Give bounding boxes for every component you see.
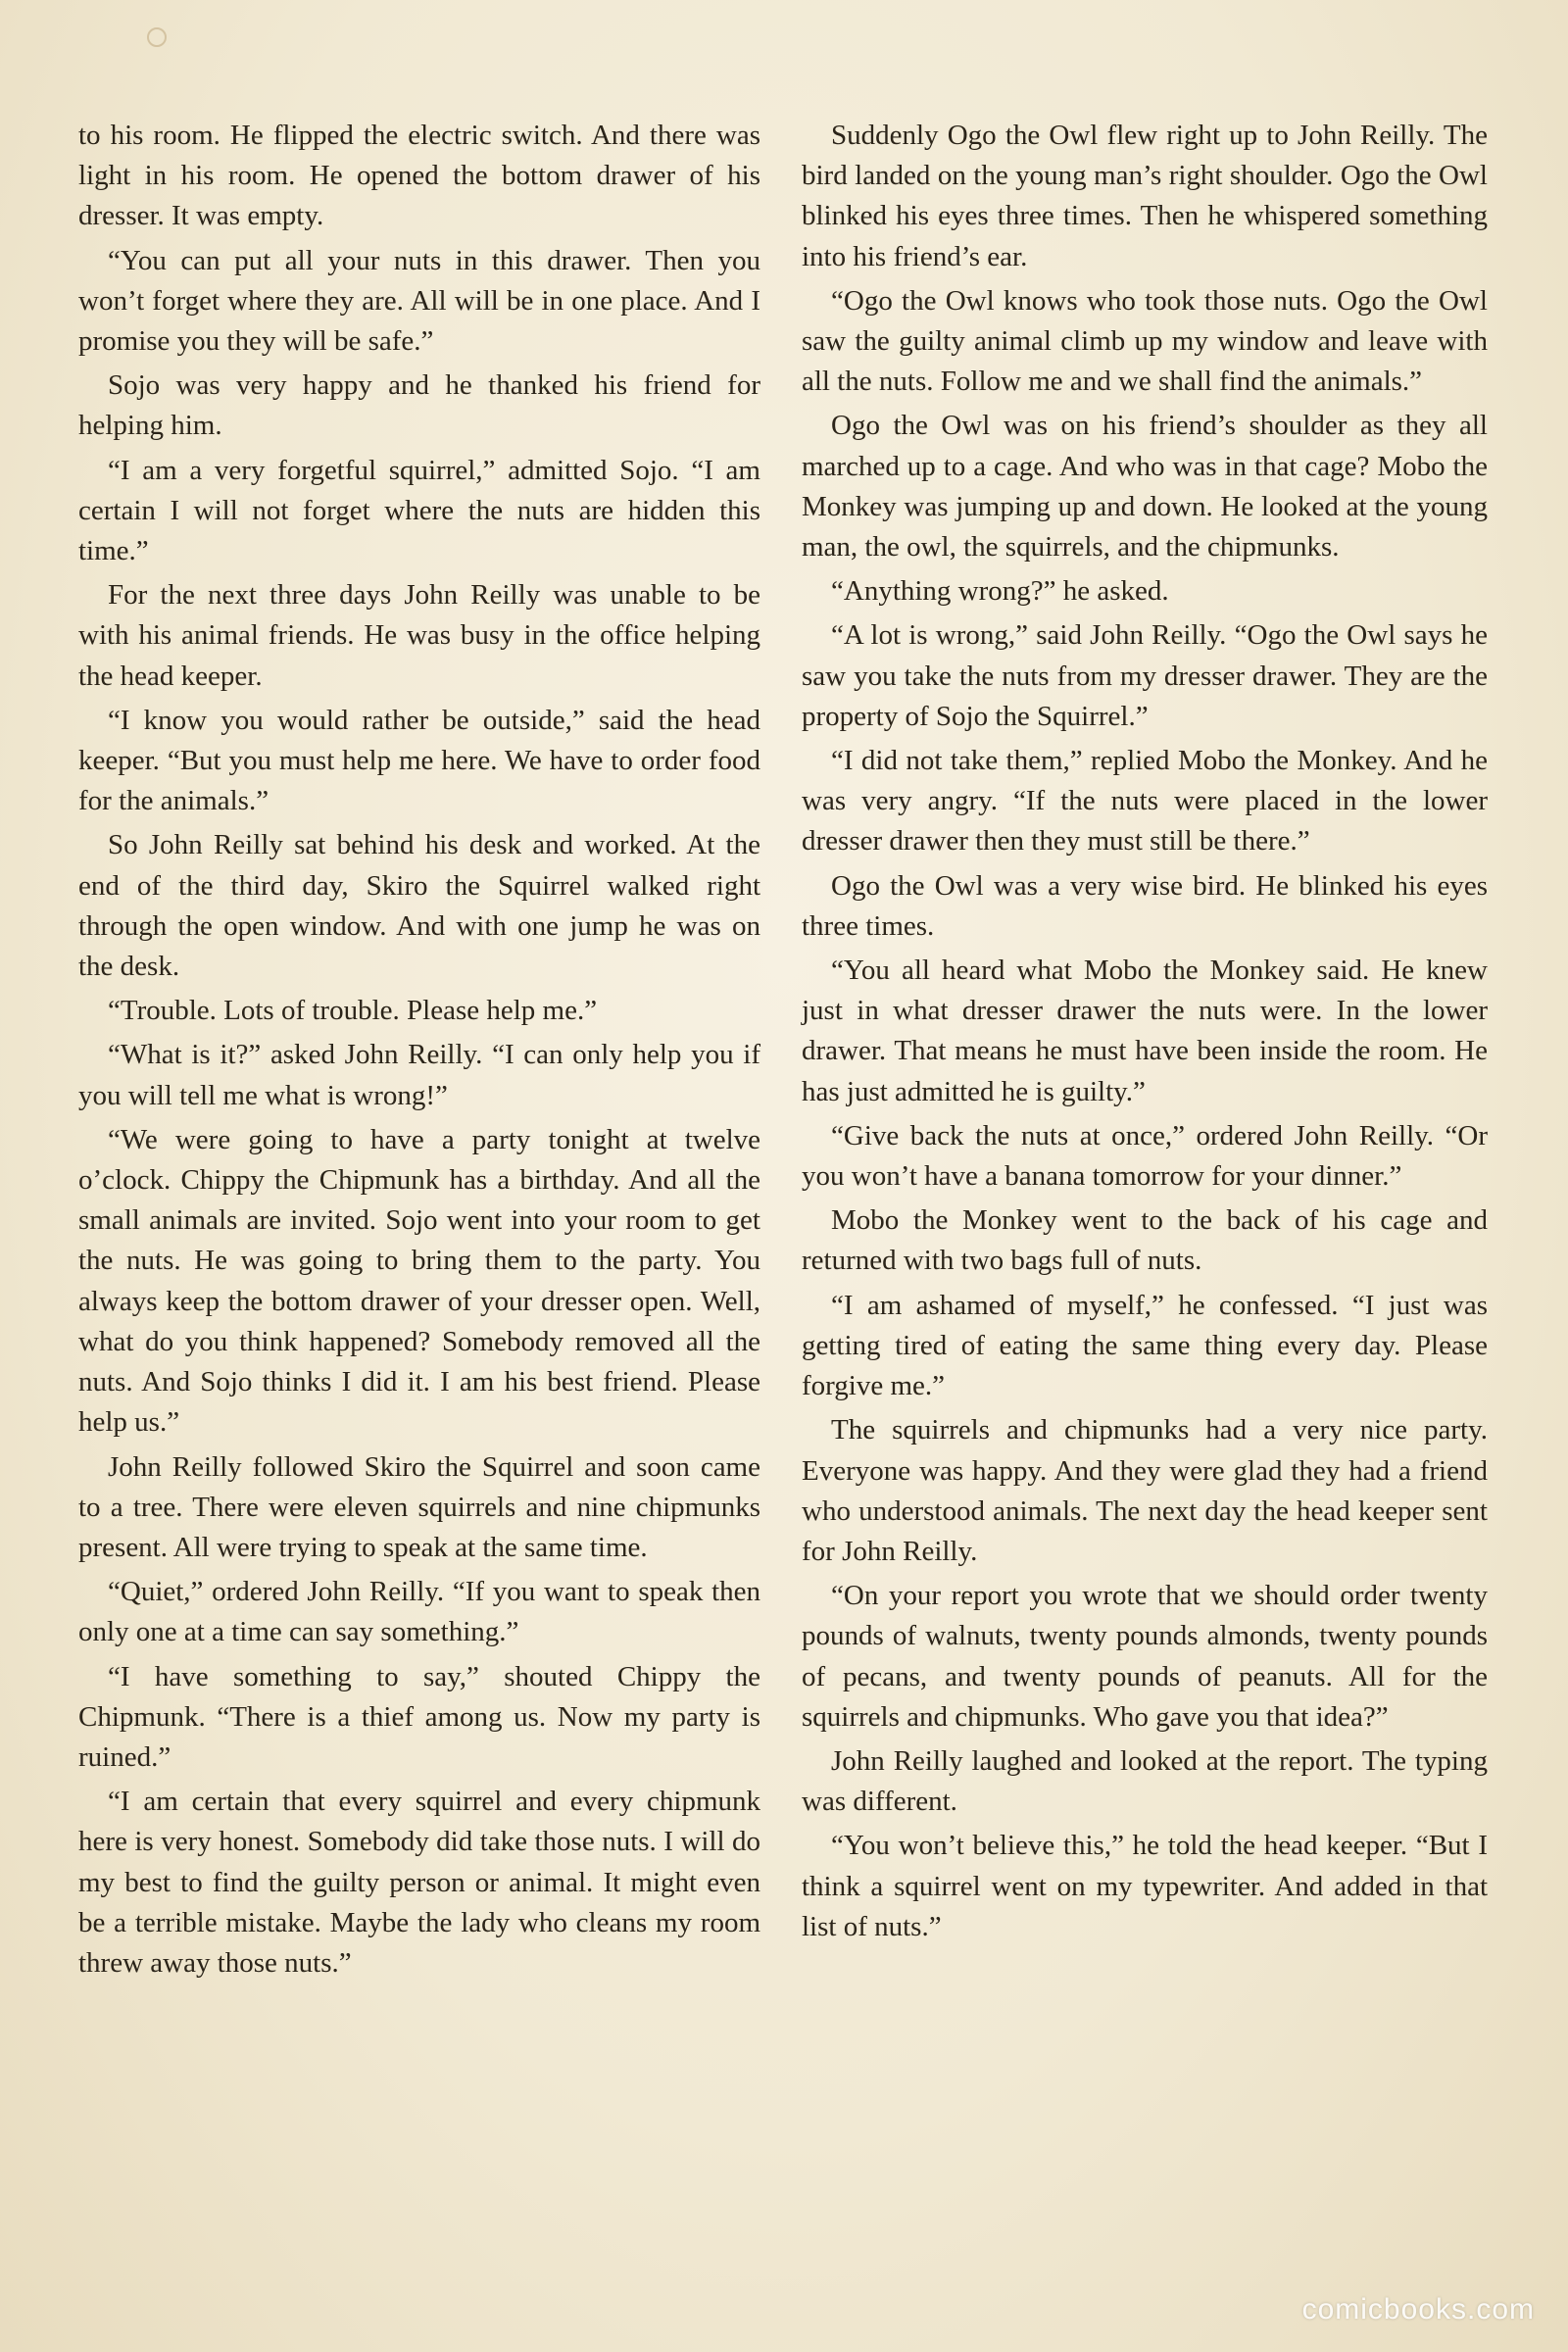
paragraph: John Reilly laughed and looked at the report. The typing was different. [802,1744,1488,1818]
paragraph: “On your report you wrote that we should order twenty pounds of walnuts, twenty pounds almonds, twenty pounds of pecans, and twenty pounds of peanuts. All for the squirrels and chipmunks. Who gave you that idea?” [802,1580,1488,1733]
paragraph: “We were going to have a party tonight at twelve o’clock. Chippy the Chipmunk has a birthday. And all the small animals are invited. Sojo went into your room to get the nuts. He was going to bring them to the party. You always keep the bottom drawer of your dresser open. Well, what do you think happened? Somebody removed all the nuts. And Sojo thinks I did it. I am his best friend. Please help us.” [78,1123,760,1439]
paragraph: “Quiet,” ordered John Reilly. “If you want to speak then only one at a time can say something.” [78,1576,760,1648]
paragraph: For the next three days John Reilly was unable to be with his animal friends. He was busy in the office helping the head keeper. [78,579,760,692]
paragraph: “A lot is wrong,” said John Reilly. “Ogo the Owl says he saw you take the nuts from my dresser drawer. They are the property of Sojo the Squirrel.” [802,619,1488,732]
paragraph: “I have something to say,” shouted Chippy the Chipmunk. “There is a thief among us. Now my party is ruined.” [78,1660,760,1773]
right-text-column [802,116,1488,1951]
paragraph: Sojo was very happy and he thanked his friend for helping him. [78,369,760,442]
paragraph: “You all heard what Mobo the Monkey said. He knew just in what dresser drawer the nuts were. In the lower drawer. That means he must have been inside the room. He has just admitted he is guilty.” [802,955,1488,1107]
paragraph: “I am a very forgetful squirrel,” admitted Sojo. “I am certain I will not forget where the nuts are hidden this time.” [78,454,760,567]
paragraph: “You can put all your nuts in this drawer. Then you won’t forget where they are. All will be in one place. And I promise you they will be safe.” [78,244,760,358]
paragraph: “Trouble. Lots of trouble. Please help me.” [108,995,598,1027]
paragraph: “What is it?” asked John Reilly. “I can only help you if you will tell me what is wrong!” [78,1039,760,1111]
paragraph: “Give back the nuts at once,” ordered John Reilly. “Or you won’t have a banana tomorrow for your dinner.” [802,1119,1488,1193]
paragraph: Mobo the Monkey went to the back of his cage and returned with two bags full of nuts. [802,1204,1488,1277]
paragraph: Ogo the Owl was a very wise bird. He blinked his eyes three times. [802,869,1488,942]
left-text-column [78,116,760,1987]
site-watermark: comicbooks.com [1301,2293,1535,2326]
paragraph: “I am certain that every squirrel and every chipmunk here is very honest. Somebody did take those nuts. I will do my best to find the guilty person or animal. It might even be a terrible mistake. Maybe the lady who cleans my room threw away those nuts.” [78,1786,760,1979]
paragraph: “You won’t believe this,” he told the head keeper. “But I think a squirrel went on my typewriter. And added in that list of nuts.” [802,1830,1488,1942]
paragraph: “I am ashamed of myself,” he confessed. “I just was getting tired of eating the same thing every day. Please forgive me.” [802,1289,1488,1402]
paper-stain-mark [147,27,167,47]
paragraph: So John Reilly sat behind his desk and worked. At the end of the third day, Skiro the Squirrel walked right through the open window. And with one jump he was on the desk. [78,829,760,983]
paragraph: The squirrels and chipmunks had a very nice party. Everyone was happy. And they were glad they had a friend who understood animals. The next day the head keeper sent for John Reilly. [802,1414,1488,1567]
paragraph: John Reilly followed Skiro the Squirrel and soon came to a tree. There were eleven squirrels and nine chipmunks present. All were trying to speak at the same time. [78,1450,760,1563]
paragraph: “I did not take them,” replied Mobo the Monkey. And he was very angry. “If the nuts were placed in the lower dresser drawer then they must still be there.” [802,745,1488,858]
paragraph: Suddenly Ogo the Owl flew right up to John Reilly. The bird landed on the young man’s right shoulder. Ogo the Owl blinked his eyes three times. Then he whispered something into his friend’s ear. [802,120,1488,272]
paragraph: “I know you would rather be outside,” said the head keeper. “But you must help me here. We have to order food for the animals.” [78,704,760,817]
paragraph: Ogo the Owl was on his friend’s shoulder as they all marched up to a cage. And who was in that cage? Mobo the Monkey was jumping up and down. He looked at the young man, the owl, the squirrels, and the chipmunks. [802,410,1488,564]
paragraph: “Anything wrong?” he asked. [831,575,1169,608]
paragraph: “Ogo the Owl knows who took those nuts. Ogo the Owl saw the guilty animal climb up my window and leave with all the nuts. Follow me and we shall find the animals.” [802,284,1488,398]
paragraph: to his room. He flipped the electric switch. And there was light in his room. He opened the bottom drawer of his dresser. It was empty. [78,120,760,232]
